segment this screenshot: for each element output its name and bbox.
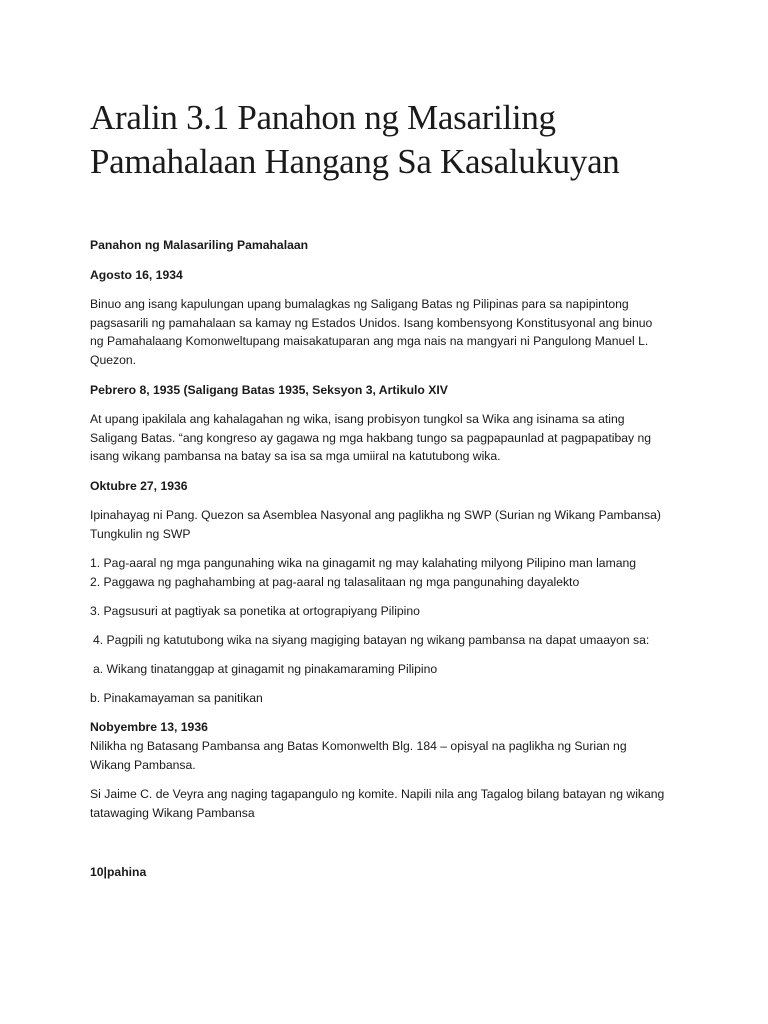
date-heading-oct-1936: Oktubre 27, 1936: [90, 479, 188, 493]
text-line: Si Jaime C. de Veyra ang naging tagapangulo ng komite. Napili nila ang Tagalog bilang batayan ng wikang: [90, 787, 665, 801]
paragraph-1935: [90, 410, 690, 466]
text-line: Binuo ang isang kapulungan upang bumalagkas ng Saligang Batas ng Pilipinas para sa napipintong: [90, 297, 629, 311]
list-item-1: 1. Pag-aaral ng mga pangunahing wika na ginagamit ng may kalahating milyong Pilipino man lamang: [90, 556, 637, 570]
paragraph-1934: [90, 295, 690, 369]
text-line: ng Pamahalaang Komonweltupang maisakatuparan ang mga nais na mangyari ni Pangulong Manuel L.: [90, 334, 649, 348]
text-line: Ipinahayag ni Pang. Quezon sa Asemblea Nasyonal ang paglikha ng SWP (Surian ng Wikang Pambansa): [90, 508, 661, 522]
date-heading-1934: Agosto 16, 1934: [90, 268, 183, 282]
paragraph-nov-1936: [90, 737, 690, 774]
list-item-3: 3. Pagsusuri at pagtiyak sa ponetika at ortograpiyang Pilipino: [90, 604, 420, 618]
date-heading-nov-1936: Nobyembre 13, 1936: [90, 720, 208, 734]
text-line: Wikang Pambansa.: [90, 757, 196, 772]
text-line: At upang ipakilala ang kahalagahan ng wika, isang probisyon tungkol sa Wika ang isinama sa ating: [90, 412, 625, 426]
page-number-footer: 10|pahina: [90, 865, 147, 879]
title-line-1: Aralin 3.1 Panahon ng Masariling: [90, 98, 556, 137]
paragraph-de-veyra: [90, 785, 690, 822]
paragraph-oct-1936: [90, 506, 690, 543]
section-subheading: Panahon ng Malasariling Pamahalaan: [90, 238, 309, 252]
date-heading-1935: Pebrero 8, 1935 (Saligang Batas 1935, Seksyon 3, Artikulo XIV: [90, 383, 448, 397]
text-line: pagsasarili ng pamahalaan sa kamay ng Estados Unidos. Isang kombensyong Konstitusyonal ang binuo: [90, 315, 653, 330]
text-line: Quezon.: [90, 352, 137, 367]
list-subitem-b: b. Pinakamayaman sa panitikan: [90, 691, 263, 705]
text-line: isang wikang pambansa na batay sa isa sa mga umiiral na katutubong wika.: [90, 449, 501, 463]
text-line: Tungkulin ng SWP: [90, 526, 191, 541]
list-item-2: 2. Paggawa ng paghahambing at pag-aaral ng talasalitaan ng mga pangunahing dayalekto: [90, 575, 580, 589]
title-line-2: Pamahalaan Hangang Sa Kasalukuyan: [90, 142, 620, 181]
text-line: Nilikha ng Batasang Pambansa ang Batas Komonwelth Blg. 184 – opisyal na paglikha ng Surian ng: [90, 739, 627, 753]
page-title: [90, 96, 730, 184]
text-line: tatawaging Wikang Pambansa: [90, 805, 255, 820]
list-subitem-a: a. Wikang tinatanggap at ginagamit ng pinakamaraming Pilipino: [93, 662, 438, 676]
list-item-4: 4. Pagpili ng katutubong wika na siyang magiging batayan ng wikang pambansa na dapat umaayon sa:: [93, 633, 650, 647]
text-line: Saligang Batas. “ang kongreso ay gagawa ng mga hakbang tungo sa pagpapaunlad at pagpapatibay ng: [90, 430, 652, 445]
